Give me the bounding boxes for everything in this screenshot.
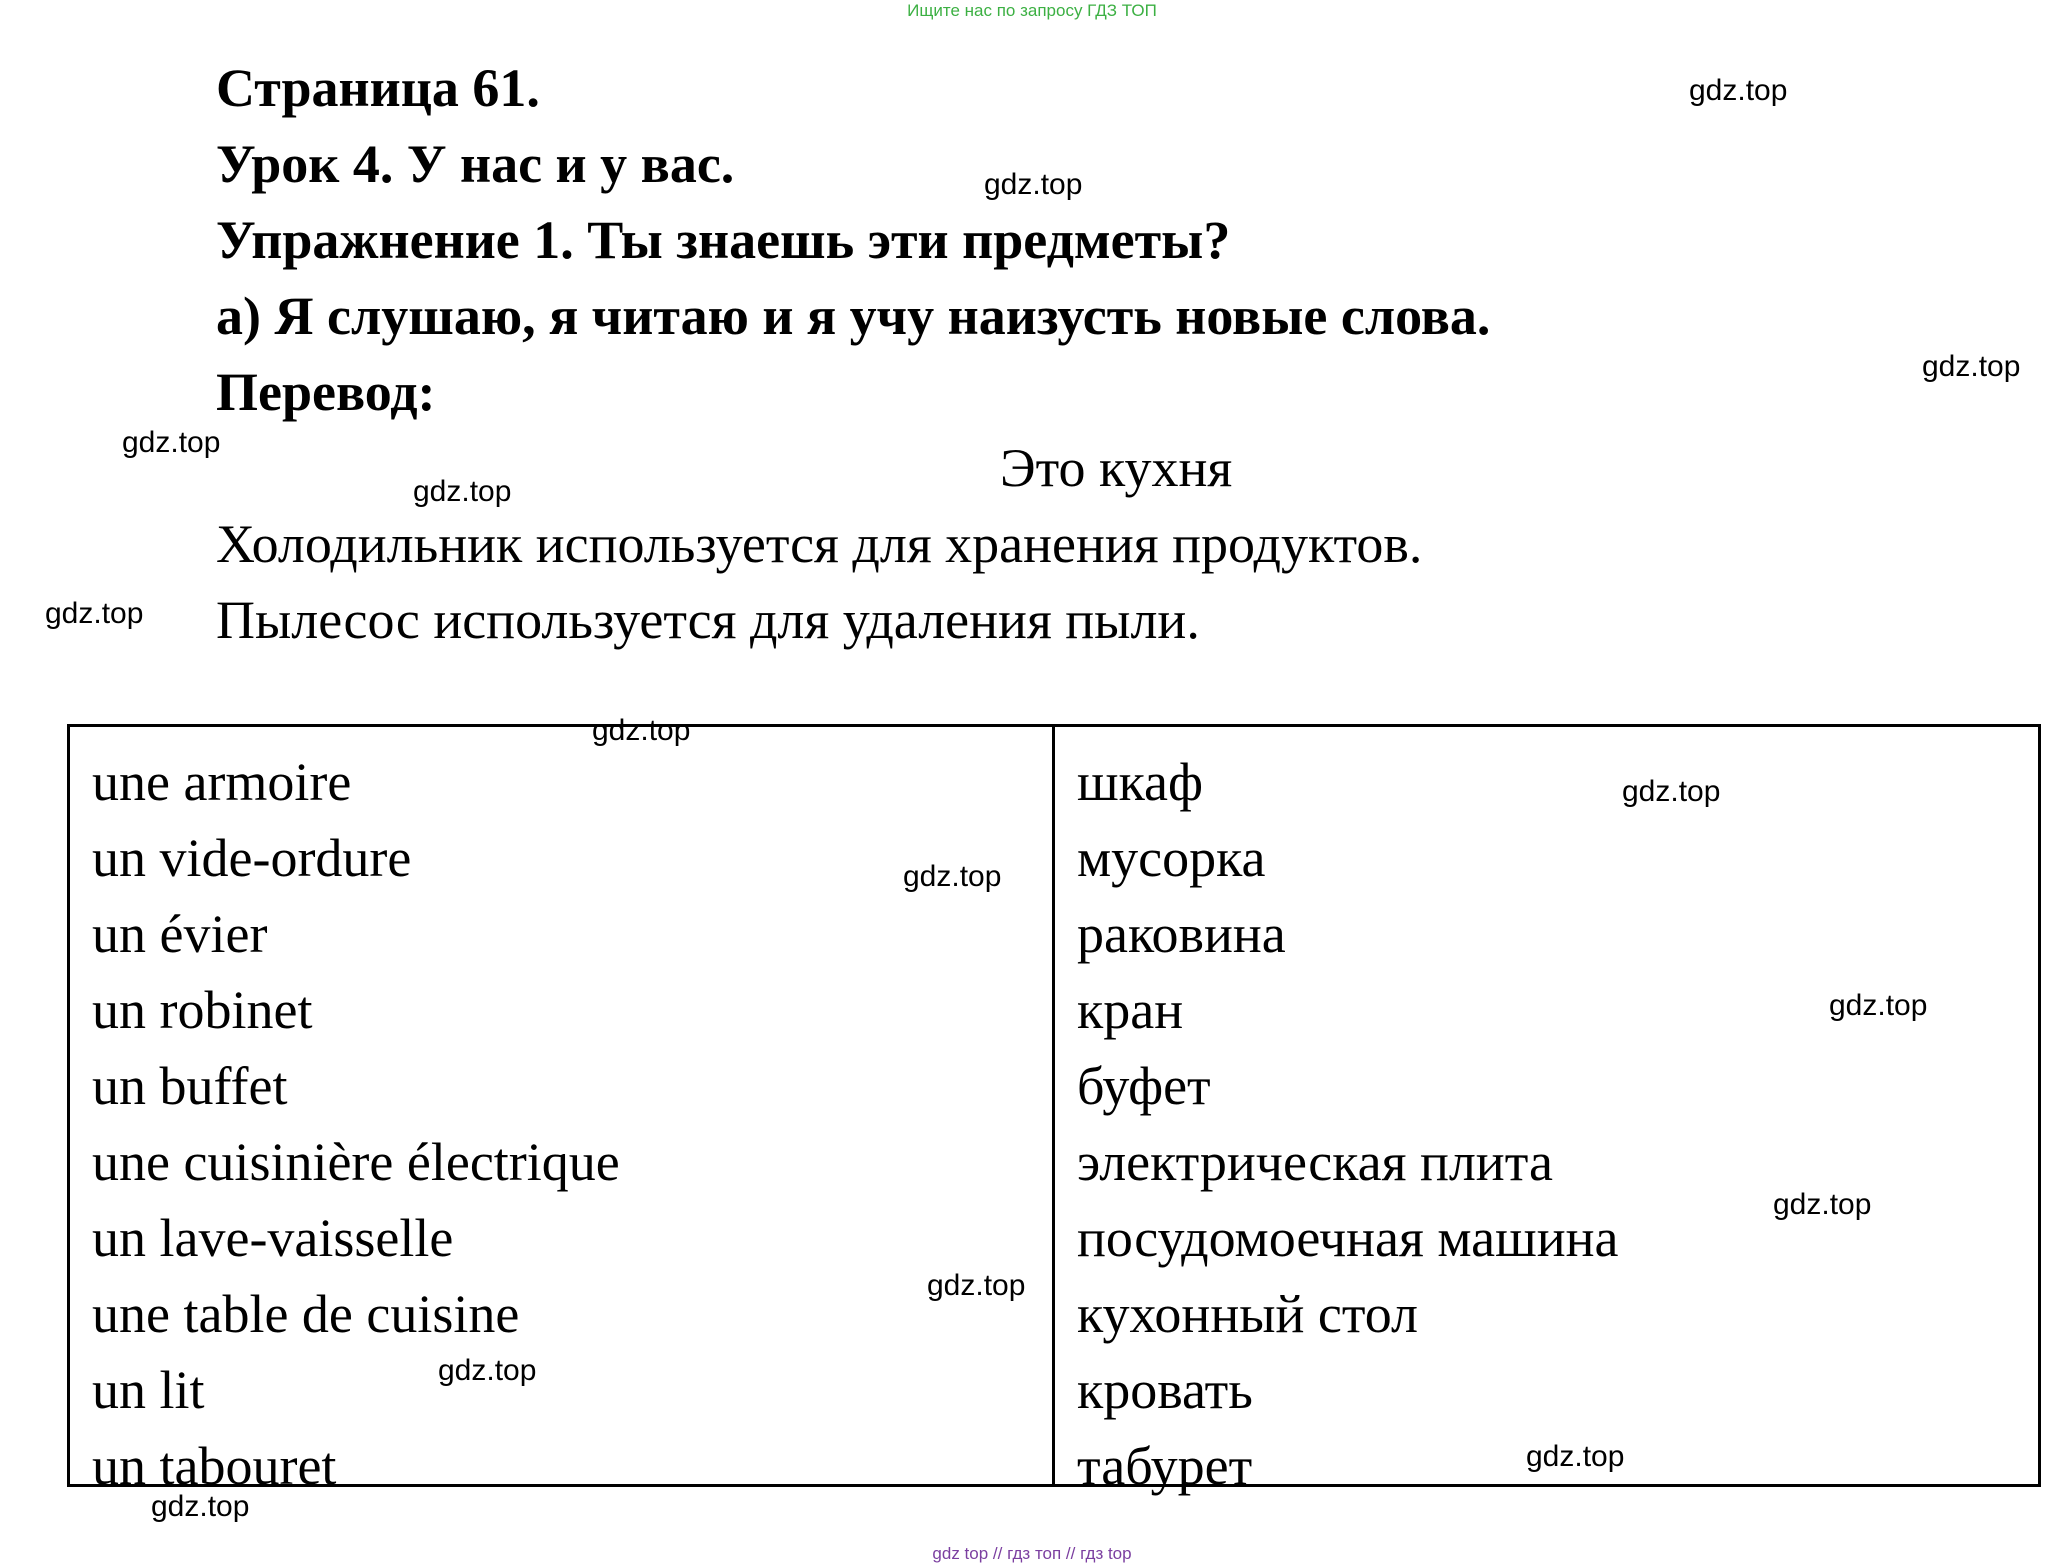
russian-word: раковина [1077, 904, 1286, 964]
watermark: gdz.top [927, 1269, 1026, 1302]
russian-word: кровать [1077, 1360, 1253, 1420]
watermark: gdz.top [1773, 1188, 1872, 1221]
french-word: une cuisinière électrique [92, 1132, 620, 1192]
french-word: un tabouret [92, 1436, 337, 1496]
watermark: gdz.top [438, 1354, 537, 1387]
french-word: un buffet [92, 1056, 288, 1116]
russian-word: посудомоечная машина [1077, 1208, 1619, 1268]
french-word: un robinet [92, 980, 313, 1040]
watermark: gdz.top [1689, 74, 1788, 107]
watermark: gdz.top [1622, 775, 1721, 808]
russian-word: кухонный стол [1077, 1284, 1418, 1344]
french-word: un évier [92, 904, 268, 964]
watermark: gdz.top [122, 426, 221, 459]
vacuum-sentence: Пылесос используется для удаления пыли. [216, 590, 1200, 650]
watermark: gdz.top [1829, 989, 1928, 1022]
french-word: un lave-vaisselle [92, 1208, 454, 1268]
watermark: gdz.top [984, 168, 1083, 201]
russian-word: табурет [1077, 1436, 1253, 1496]
top-banner-link[interactable]: Ищите нас по запросу ГДЗ ТОП [907, 1, 1157, 20]
exercise-title: Упражнение 1. Ты знаешь эти предметы? [216, 210, 1231, 270]
russian-column [1055, 727, 2038, 1496]
task-title: а) Я слушаю, я читаю и я учу наизусть новые слова. [216, 286, 1491, 346]
french-word: un lit [92, 1360, 205, 1420]
russian-word: мусорка [1077, 828, 1266, 888]
watermark: gdz.top [903, 860, 1002, 893]
watermark: gdz.top [1922, 350, 2021, 383]
lesson-title: Урок 4. У нас и у вас. [216, 134, 735, 194]
page-title: Страница 61. [216, 58, 540, 118]
kitchen-line: Это кухня [1000, 438, 1233, 498]
watermark: gdz.top [413, 475, 512, 508]
watermark: gdz.top [45, 597, 144, 630]
russian-word: буфет [1077, 1056, 1211, 1116]
watermark: gdz.top [151, 1490, 250, 1523]
russian-word: кран [1077, 980, 1184, 1040]
french-word: une armoire [92, 752, 352, 812]
russian-word: электрическая плита [1077, 1132, 1553, 1192]
watermark: gdz.top [1526, 1440, 1625, 1473]
translation-heading: Перевод: [216, 362, 436, 422]
fridge-sentence: Холодильник используется для хранения продуктов. [216, 514, 1423, 574]
french-word: une table de cuisine [92, 1284, 520, 1344]
footer-links[interactable]: gdz top // гдз топ // гдз top [932, 1544, 1132, 1563]
watermark: gdz.top [592, 714, 691, 747]
french-word: un vide-ordure [92, 828, 412, 888]
french-column [70, 727, 1055, 1496]
russian-word: шкаф [1077, 752, 1203, 812]
vocabulary-table [67, 724, 2041, 1496]
